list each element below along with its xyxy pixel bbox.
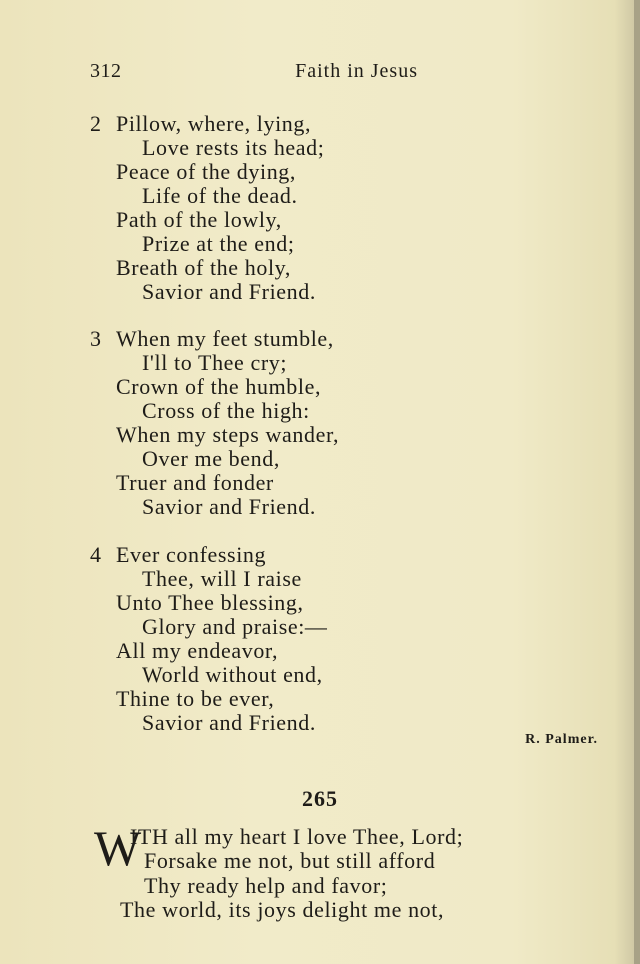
page-edge	[634, 0, 640, 964]
stanza-3	[90, 327, 390, 519]
verse-line: Breath of the holy,	[116, 255, 291, 280]
verse-line: I'll to Thee cry;	[142, 350, 288, 375]
verse-line: Peace of the dying,	[116, 159, 297, 184]
stanza-number: 3	[90, 326, 102, 351]
verse-line: Glory and praise:—	[142, 614, 328, 639]
verse-line: Truer and fonder	[116, 470, 274, 495]
verse-line: World without end,	[142, 662, 323, 687]
verse-line: Crown of the humble,	[116, 374, 322, 399]
author-attribution: R. Palmer.	[525, 732, 598, 747]
verse-line: Cross of the high:	[142, 398, 310, 423]
verse-line: Love rests its head;	[142, 135, 325, 160]
verse-line: Ever confessing	[116, 542, 267, 567]
verse-line: Savior and Friend.	[142, 279, 316, 304]
stanza-number: 4	[90, 542, 102, 567]
verse-line: Thine to be ever,	[116, 686, 275, 711]
verse-line: Forsake me not, but still afford	[144, 848, 436, 873]
verse-line: Savior and Friend.	[142, 710, 316, 735]
verse-line: ITH all my heart I love Thee, Lord;	[130, 824, 464, 849]
stanza-4	[90, 543, 390, 735]
stanza-2	[90, 112, 390, 304]
drop-cap: W	[94, 820, 142, 876]
verse-line: Life of the dead.	[142, 183, 298, 208]
verse-line: Thee, will I raise	[142, 566, 302, 591]
verse-line: Thy ready help and favor;	[144, 873, 388, 898]
running-title: Faith in Jesus	[295, 60, 418, 82]
verse-line: Pillow, where, lying,	[116, 111, 312, 136]
verse-line: When my feet stumble,	[116, 326, 334, 351]
hymn-number: 265	[302, 786, 338, 811]
stanza-number: 2	[90, 111, 102, 136]
verse-line: Over me bend,	[142, 446, 280, 471]
verse-line: Unto Thee blessing,	[116, 590, 304, 615]
verse-line: Path of the lowly,	[116, 207, 282, 232]
verse-line: The world, its joys delight me not,	[120, 897, 445, 922]
page-header	[90, 60, 418, 88]
verse-line: All my endeavor,	[116, 638, 279, 663]
page-number: 312	[90, 60, 122, 82]
verse-line: Savior and Friend.	[142, 494, 316, 519]
verse-line: Prize at the end;	[142, 231, 295, 256]
verse-line: When my steps wander,	[116, 422, 340, 447]
